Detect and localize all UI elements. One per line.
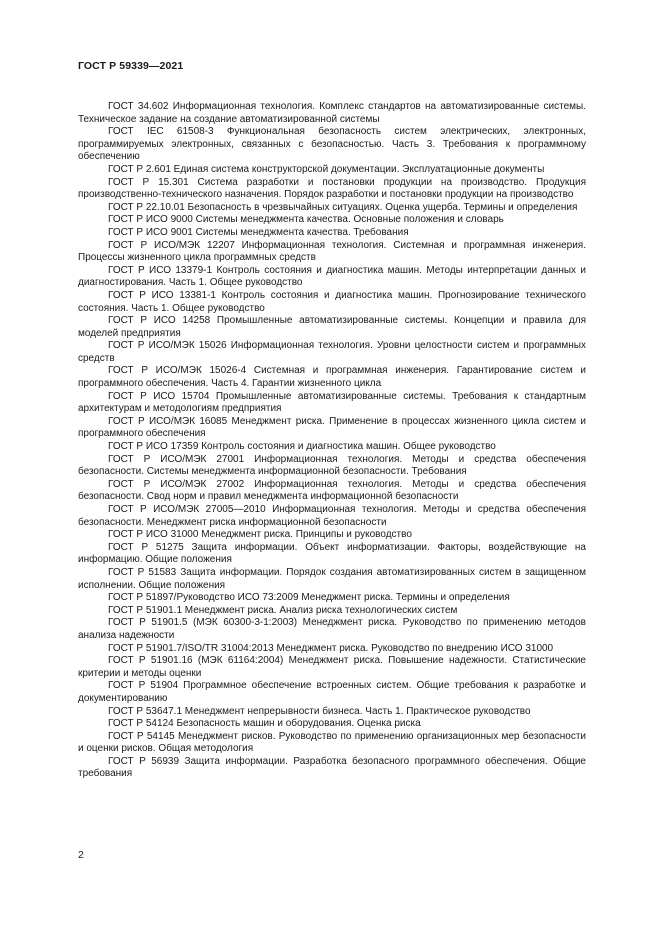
page-number: 2 xyxy=(78,849,84,861)
reference-item: ГОСТ Р 54145 Менеджмент рисков. Руководство по применению организационных мер безопасности и оценки рисков. Общая методология xyxy=(78,730,586,755)
reference-item: ГОСТ Р 51901.1 Менеджмент риска. Анализ риска технологических систем xyxy=(108,604,458,616)
reference-item: ГОСТ Р ИСО/МЭК 12207 Информационная технология. Системная и программная инженерия. Процессы жизненного цикла программных средств xyxy=(78,239,586,264)
reference-item: ГОСТ Р ИСО 9000 Системы менеджмента качества. Основные положения и словарь xyxy=(108,214,504,226)
standard-header: ГОСТ Р 59339—2021 xyxy=(78,60,184,72)
reference-item: ГОСТ Р ИСО 13379-1 Контроль состояния и диагностика машин. Методы интерпретации данных и диагностирования. Часть 1. Общее руководство xyxy=(78,264,586,289)
reference-item: ГОСТ Р 51897/Руководство ИСО 73:2009 Менеджмент риска. Термины и определения xyxy=(108,592,510,604)
reference-item: ГОСТ Р 54124 Безопасность машин и оборудования. Оценка риска xyxy=(108,718,421,730)
reference-item: ГОСТ Р 22.10.01 Безопасность в чрезвычайных ситуациях. Оценка ущерба. Термины и определения xyxy=(108,201,578,213)
normative-references-list xyxy=(78,101,586,781)
reference-item: ГОСТ Р ИСО/МЭК 16085 Менеджмент риска. Применение в процессах жизненного цикла систем и программного обеспечения xyxy=(78,415,586,440)
reference-item: ГОСТ Р 56939 Защита информации. Разработка безопасного программного обеспечения. Общие требования xyxy=(78,755,586,780)
reference-item: ГОСТ Р 53647.1 Менеджмент непрерывности бизнеса. Часть 1. Практическое руководство xyxy=(108,705,531,717)
reference-item: ГОСТ Р ИСО 17359 Контроль состояния и диагностика машин. Общее руководство xyxy=(108,441,496,453)
reference-item: ГОСТ Р 51901.16 (МЭК 61164:2004) Менеджмент риска. Повышение надежности. Статистические критерии и методы оценки xyxy=(78,655,586,679)
reference-item: ГОСТ Р ИСО/МЭК 27005—2010 Информационная технология. Методы и средства обеспечения безопасности. Менеджмент риска информационной безопасности xyxy=(78,504,586,528)
reference-item: ГОСТ Р ИСО/МЭК 15026-4 Системная и программная инженерия. Гарантирование систем и программного обеспечения. Часть 4. Гарантии жизненного цикла xyxy=(78,365,586,390)
reference-item: ГОСТ Р ИСО/МЭК 15026 Информационная технология. Уровни целостности систем и программных средств xyxy=(78,340,586,364)
reference-item: ГОСТ Р ИСО 13381-1 Контроль состояния и диагностика машин. Прогнозирование технического состояния. Часть 1. Общее руководство xyxy=(78,289,586,314)
reference-item: ГОСТ Р 15.301 Система разработки и постановки продукции на производство. Продукция производственно-технического назначения. Порядок разработки и постановки продукции на производство xyxy=(78,176,586,201)
reference-item: ГОСТ Р ИСО 9001 Системы менеджмента качества. Требования xyxy=(108,226,409,238)
reference-item: ГОСТ Р 51904 Программное обеспечение встроенных систем. Общие требования к разработке и документированию xyxy=(78,680,586,704)
reference-item: ГОСТ Р ИСО 14258 Промышленные автоматизированные системы. Концепции и правила для моделей предприятия xyxy=(78,315,586,339)
reference-item: ГОСТ Р 51901.7/ISO/TR 31004:2013 Менеджмент риска. Руководство по внедрению ИСО 31000 xyxy=(108,642,554,654)
reference-item: ГОСТ Р 2.601 Единая система конструкторской документации. Эксплуатационные документы xyxy=(108,163,545,175)
reference-item: ГОСТ Р ИСО/МЭК 27001 Информационная технология. Методы и средства обеспечения безопасности. Системы менеджмента информационной безопасности. Требования xyxy=(78,453,586,478)
reference-item: ГОСТ Р ИСО/МЭК 27002 Информационная технология. Методы и средства обеспечения безопасности. Свод норм и правил менеджмента информационной безопасности xyxy=(78,478,586,503)
reference-item: ГОСТ 34.602 Информационная технология. Комплекс стандартов на автоматизированные системы. Техническое задание на создание автоматизированной системы xyxy=(78,101,586,125)
reference-item: ГОСТ IEC 61508-3 Функциональная безопасность систем электрических, электронных, программируемых электронных, связанных с безопасностью. Часть 3. Требования к программному обеспечению xyxy=(78,126,586,163)
reference-item: ГОСТ Р 51583 Защита информации. Порядок создания автоматизированных систем в защищенном исполнении. Общие положения xyxy=(78,566,586,591)
reference-item: ГОСТ Р ИСО 15704 Промышленные автоматизированные системы. Требования к стандартным архитектурам и методологиям предприятия xyxy=(78,390,586,415)
reference-item: ГОСТ Р 51275 Защита информации. Объект информатизации. Факторы, воздействующие на информацию. Общие положения xyxy=(78,541,586,566)
reference-item: ГОСТ Р 51901.5 (МЭК 60300-3-1:2003) Менеджмент риска. Руководство по применению методов анализа надежности xyxy=(78,617,586,641)
reference-item: ГОСТ Р ИСО 31000 Менеджмент риска. Принципы и руководство xyxy=(108,529,412,541)
